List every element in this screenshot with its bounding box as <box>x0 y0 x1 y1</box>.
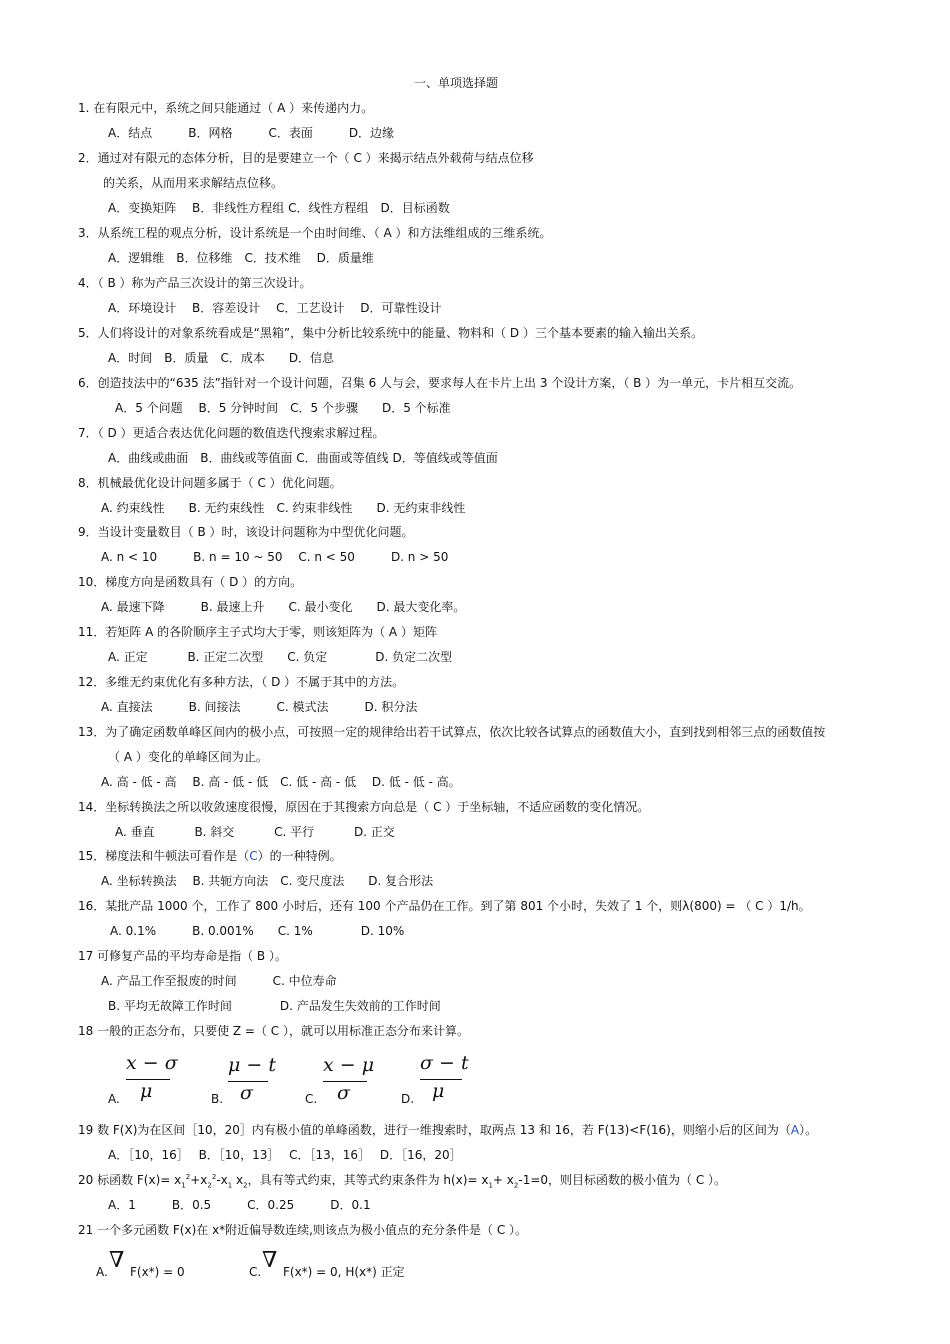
question-20 <box>78 1173 727 1190</box>
text-line: 17 可修复产品的平均寿命是指（ B ）。 <box>78 949 287 963</box>
fraction-b-denominator: σ <box>240 1082 253 1104</box>
text-line: A．环境设计 B．容差设计 C．工艺设计 D．可靠性设计 <box>108 301 442 315</box>
text-line: A．1 B．0.5 C．0.25 D．0.1 <box>108 1198 371 1212</box>
text-line: A．时间 B．质量 C．成本 D．信息 <box>108 351 335 365</box>
q20-sup: 2 <box>211 1173 217 1181</box>
text-line: A. 正定 B. 正定二次型 C. 负定 D. 负定二次型 <box>108 650 453 664</box>
q20-sub: 1 <box>488 1181 493 1190</box>
text-line: A．［10，16］ B．［10，13］ C．［13，16］ D．［16，20］ <box>108 1148 462 1162</box>
text-line: 9．当设计变量数目（ B ）时，该设计问题称为中型优化问题。 <box>78 525 414 539</box>
text-line: A．曲线或曲面 B．曲线或等值面 C．曲面或等值线 D．等值线或等值面 <box>108 451 498 465</box>
nabla-icon: ∇ <box>262 1248 278 1273</box>
text-line: 2．通过对有限元的态体分析，目的是要建立一个（ C ）来揭示结点外载荷与结点位移 <box>78 151 534 165</box>
q20-sub: 2 <box>207 1181 212 1190</box>
fraction-b-label: B. <box>211 1092 224 1106</box>
question-15 <box>78 850 342 862</box>
text-line: 18 一般的正态分布，只要使 Z =（ C ），就可以用标准正态分布来计算。 <box>78 1024 469 1038</box>
text-line: （ A ）变化的单峰区间为止。 <box>108 750 268 764</box>
q21-option-a-text: F(x*) = 0 <box>130 1265 185 1279</box>
q21-option-c-text: F(x*) = 0, H(x*) 正定 <box>283 1265 405 1279</box>
text-line: 16．某批产品 1000 个，工作了 800 小时后，还有 100 个产品仍在工作。到了第 801 个小时，失效了 1 个，则λ(800) = （ C ）1/h。 <box>78 899 811 913</box>
fraction-a-label: A. <box>108 1092 120 1106</box>
q20-part: +x <box>190 1173 208 1187</box>
text-line: 6．创造技法中的“635 法”指针对一个设计问题，召集 6 人与会，要求每人在卡片上出 3 个设计方案，（ B ）为一单元，卡片相互交流。 <box>78 376 802 390</box>
q19-text-after: ）。 <box>799 1123 818 1137</box>
text-line: A. 最速下降 B. 最速上升 C. 最小变化 D. 最大变化率。 <box>101 600 466 614</box>
q15-text-before: 15．梯度法和牛顿法可看作是（ <box>78 849 250 863</box>
text-line: 8．机械最优化设计问题多属于（ C ）优化问题。 <box>78 476 342 490</box>
text-line: 13．为了确定函数单峰区间内的极小点，可按照一定的规律给出若干试算点，依次比较各试算点的函数值大小，直到找到相邻三点的函数值按 <box>78 725 826 739</box>
q20-part: + x <box>492 1173 514 1187</box>
text-line: A. 0.1% B. 0.001% C. 1% D. 10% <box>110 924 405 938</box>
text-line: A. 高 - 低 - 高 B. 高 - 低 - 低 C. 低 - 高 - 低 D. 低 - 低 - 高。 <box>101 775 461 789</box>
text-line: A. 产品工作至报废的时间 C. 中位寿命 <box>101 974 337 988</box>
q20-part: -1=0，则目标函数的极小值为（ C ）。 <box>518 1173 727 1187</box>
q20-part: -x <box>216 1173 228 1187</box>
text-line: A. 垂直 B. 斜交 C. 平行 D. 正交 <box>115 825 395 839</box>
q19-answer: A <box>790 1123 800 1137</box>
q19-text-before: 19 数 F(X)为在区间［10，20］内有极小值的单峰函数，进行一维搜索时，取两点 13 和 16，若 F(13)<F(16)，则缩小后的区间为（ <box>78 1123 791 1137</box>
fraction-c-denominator: σ <box>337 1082 350 1104</box>
text-line: 5．人们将设计的对象系统看成是“黑箱”，集中分析比较系统中的能量、物料和（ D ）三个基本要素的输入输出关系。 <box>78 326 703 340</box>
text-line: 21 一个多元函数 F(x)在 x*附近偏导数连续,则该点为极小值点的充分条件是（ C ）。 <box>78 1223 528 1237</box>
text-line: 12．多维无约束优化有多种方法，（ D ）不属于其中的方法。 <box>78 675 405 689</box>
text-line: 1. 在有限元中，系统之间只能通过（ A ）来传递内力。 <box>78 101 374 115</box>
q20-part: x <box>232 1173 244 1187</box>
text-line: 7．（ D ）更适合表达优化问题的数值迭代搜索求解过程。 <box>78 426 385 440</box>
fraction-d-denominator: μ <box>432 1080 445 1102</box>
text-line: 3．从系统工程的观点分析，设计系统是一个由时间维、（ A ）和方法维组成的三维系统。 <box>78 226 552 240</box>
q20-part: ，具有等式约束，其等式约束条件为 h(x)= x <box>247 1173 489 1187</box>
fraction-a-denominator: μ <box>140 1080 153 1102</box>
q20-sub: 2 <box>513 1181 519 1190</box>
fraction-b-numerator: μ − t <box>228 1054 276 1076</box>
text-line: A．5 个问题 B．5 分钟时间 C．5 个步骤 D．5 个标准 <box>115 401 451 415</box>
q21-option-a-label: A. <box>96 1265 108 1279</box>
q21-option-c-label: C. <box>249 1265 262 1279</box>
q20-sub: 2 <box>243 1181 248 1190</box>
text-line: A. n < 10 B. n = 10 ~ 50 C. n < 50 D. n > 50 <box>101 550 449 564</box>
text-line: 14．坐标转换法之所以收敛速度很慢，原因在于其搜索方向总是（ C ）于坐标轴，不适应函数的变化情况。 <box>78 800 650 814</box>
q20-sup: 2 <box>185 1173 191 1181</box>
q20-sub: 1 <box>181 1181 186 1190</box>
text-line: 10．梯度方向是函数具有（ D ）的方向。 <box>78 575 303 589</box>
text-line: A．结点 B．网格 C．表面 D．边缘 <box>108 126 395 140</box>
text-line: A. 直接法 B. 间接法 C. 模式法 D. 积分法 <box>101 700 418 714</box>
nabla-icon: ∇ <box>109 1248 125 1273</box>
fraction-c-label: C. <box>305 1092 318 1106</box>
section-title: 一、单项选择题 <box>413 76 498 90</box>
q20-sub: 1 <box>227 1181 233 1190</box>
text-line: A. 约束线性 B. 无约束线性 C. 约束非线性 D. 无约束非线性 <box>101 501 466 515</box>
question-19 <box>78 1124 817 1136</box>
text-line: A．变换矩阵 B．非线性方程组 C．线性方程组 D．目标函数 <box>108 201 450 215</box>
fraction-d-numerator: σ − t <box>420 1052 469 1074</box>
text-line: 4．（ B ）称为产品三次设计的第三次设计。 <box>78 276 312 290</box>
fraction-c-numerator: x − μ <box>323 1054 375 1076</box>
fraction-d-label: D. <box>401 1092 415 1106</box>
text-line: 的关系，从而用来求解结点位移。 <box>103 176 284 190</box>
q15-text-after: ）的一种特例。 <box>257 849 342 863</box>
text-line: 11．若矩阵 A 的各阶顺序主子式均大于零，则该矩阵为（ A ）矩阵 <box>78 625 437 639</box>
fraction-a-numerator: x − σ <box>126 1052 178 1074</box>
text-line: B. 平均无故障工作时间 D. 产品发生失效前的工作时间 <box>108 999 441 1013</box>
q15-answer: C <box>249 849 258 863</box>
text-line: A. 坐标转换法 B. 共轭方向法 C. 变尺度法 D. 复合形法 <box>101 874 434 888</box>
text-line: A．逻辑维 B．位移维 C．技术维 D．质量维 <box>108 251 374 265</box>
q20-part: 20 标函数 F(x)= x <box>78 1173 182 1187</box>
